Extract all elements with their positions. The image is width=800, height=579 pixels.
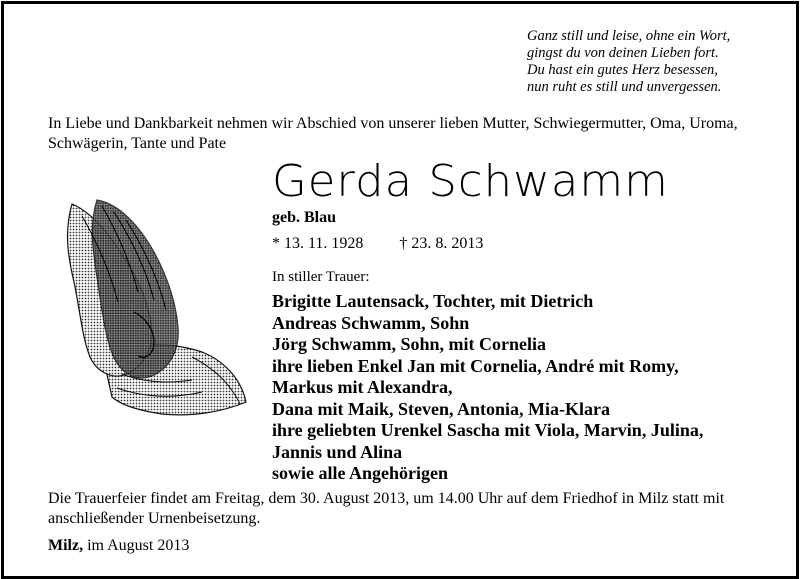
poem-line: gingst du von deinen Lieben fort. <box>527 45 719 61</box>
place-month: im August 2013 <box>83 537 190 554</box>
mourners-list <box>272 291 703 485</box>
intro-text: In Liebe und Dankbarkeit nehmen wir Abschied von unserer lieben Mutter, Schwiegermutter, Oma, Uroma, Schwägerin, Tante und Pate <box>48 115 738 152</box>
praying-hands-icon <box>42 192 248 427</box>
mourner-line: Andreas Schwamm, Sohn <box>272 312 470 333</box>
mourner-line: ihre geliebten Urenkel Sascha mit Viola, Marvin, Julina, <box>272 420 704 440</box>
mourner-line: Jannis und Alina <box>272 441 403 462</box>
mourner-line: Markus mit Alexandra, <box>272 377 453 397</box>
death-date: † 23. 8. 2013 <box>399 235 484 252</box>
obituary-card <box>1 1 799 579</box>
mourner-line: Dana mit Maik, Steven, Antonia, Mia-Klara <box>272 398 610 419</box>
birth-date: * 13. 11. 1928 <box>272 235 364 252</box>
mourning-intro: In stiller Trauer: <box>272 269 370 285</box>
place-town: Milz, <box>48 537 84 554</box>
deceased-name: Gerda Schwamm <box>272 156 669 207</box>
place-date <box>48 537 189 555</box>
mourner-line: Brigitte Lautensack, Tochter, mit Dietrich <box>272 291 594 311</box>
maiden-name: geb. Blau <box>272 209 337 226</box>
poem <box>527 28 730 96</box>
poem-line: Du hast ein gutes Herz besessen, <box>527 62 718 78</box>
poem-line: Ganz still und leise, ohne ein Wort, <box>527 28 731 44</box>
poem-line: nun ruht es still und unvergessen. <box>527 79 722 95</box>
life-dates <box>272 235 483 253</box>
mourner-line: ihre lieben Enkel Jan mit Cornelia, André mit Romy, <box>272 355 679 376</box>
mourner-line: Jörg Schwamm, Sohn, mit Cornelia <box>272 334 546 354</box>
service-info: Die Trauerfeier findet am Freitag, dem 30. August 2013, um 14.00 Uhr auf dem Friedhof in Milz statt mit anschließender Urnenbeisetzung. <box>48 490 725 527</box>
mourner-line: sowie alle Angehörigen <box>272 463 448 483</box>
